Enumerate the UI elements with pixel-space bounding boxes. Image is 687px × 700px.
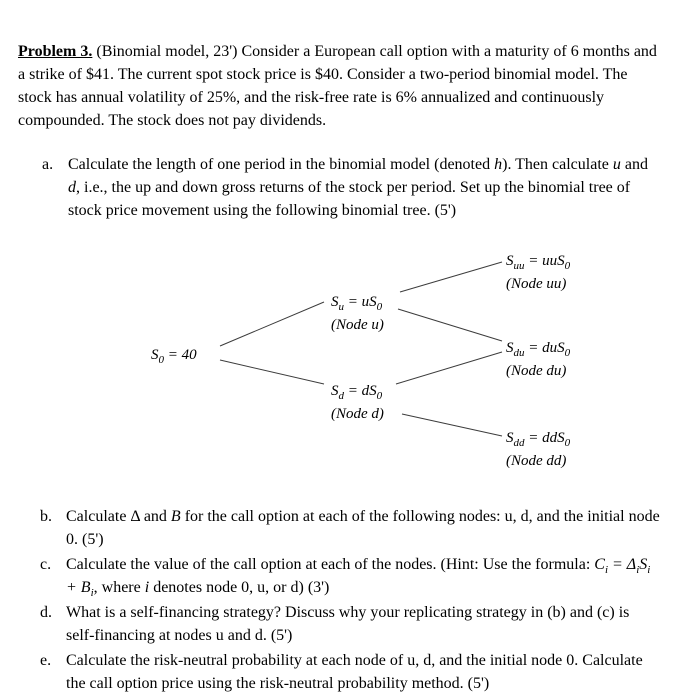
node-du-label: $S_{du} = duS_0$: [506, 340, 571, 359]
item-marker-c: c.: [40, 556, 52, 573]
node-dd-label: $S_{dd} = ddS_0$: [506, 430, 571, 449]
node-dd-sublabel: (Node dd): [506, 453, 567, 469]
item-text-e: Calculate the risk-neutral probability at each node of u, d, and the initial node 0. Calculate the call option price using the risk-neutral probability method. (5'): [66, 652, 643, 692]
branch-root-to-d: [220, 360, 324, 384]
tree-node-u: [331, 291, 384, 337]
node-0-label: $S_0 = 40$: [151, 347, 197, 366]
tree-node-uu: [506, 250, 570, 296]
node-d-label: $S_d = dS_0$: [331, 383, 383, 402]
item-text-c: Calculate the value of the call option at each of the nodes. (Hint: Use the formula: $C_i = \Delta_iS_i + B_i$, where i denotes node 0, u, or d) (3'): [66, 556, 651, 600]
branch-u-to-du: [398, 309, 502, 341]
branch-d-to-dd: [402, 414, 502, 436]
item-text-d: What is a self-financing strategy? Discuss why your replicating strategy in (b) and (c) is self-financing at nodes u and d. (5'): [66, 604, 630, 644]
problem-statement: Problem 3. (Binomial model, 23') Consider a European call option with a maturity of 6 months and a strike of $41. The current spot stock price is $40. Consider a two-period binomial model. The stock has annual volatility of 25%, and the risk-free rate is 6% annualized and continuously compounded. The stock does not pay dividends.: [18, 43, 657, 129]
item-marker-e: e.: [40, 652, 52, 669]
list-item-e: [18, 649, 661, 695]
branch-d-to-du: [396, 352, 502, 384]
node-uu-sublabel: (Node uu): [506, 276, 567, 292]
list-item-a: [18, 153, 661, 222]
list-item-d: [18, 601, 661, 647]
node-u-label: $S_u = uS_0$: [331, 294, 383, 313]
list-item-b: [18, 505, 661, 551]
list-item-c: [18, 553, 661, 599]
branch-root-to-u: [220, 302, 324, 346]
node-u-sublabel: (Node u): [331, 317, 384, 333]
tree-node-du: [506, 337, 570, 383]
node-uu-label: $S_{uu} = uuS_0$: [506, 253, 571, 272]
node-du-sublabel: (Node du): [506, 363, 567, 379]
tree-branches: [18, 234, 687, 479]
item-marker-d: d.: [40, 604, 52, 621]
item-marker-b: b.: [40, 508, 52, 525]
node-d-sublabel: (Node d): [331, 406, 384, 422]
item-text-a: Calculate the length of one period in the binomial model (denoted h). Then calculate u and d, i.e., the up and down gross returns of the stock per period. Set up the binomial tree of stock price movement using the following binomial tree. (5'): [68, 156, 648, 219]
tree-node-0: [151, 344, 197, 367]
binomial-tree-diagram: [18, 234, 661, 479]
tree-node-dd: [506, 427, 570, 473]
item-text-b: Calculate Δ and B for the call option at each of the following nodes: u, d, and the initial node 0. (5'): [66, 508, 660, 548]
branch-u-to-uu: [400, 262, 502, 292]
tree-node-d: [331, 380, 384, 426]
item-marker-a: a.: [42, 156, 54, 173]
